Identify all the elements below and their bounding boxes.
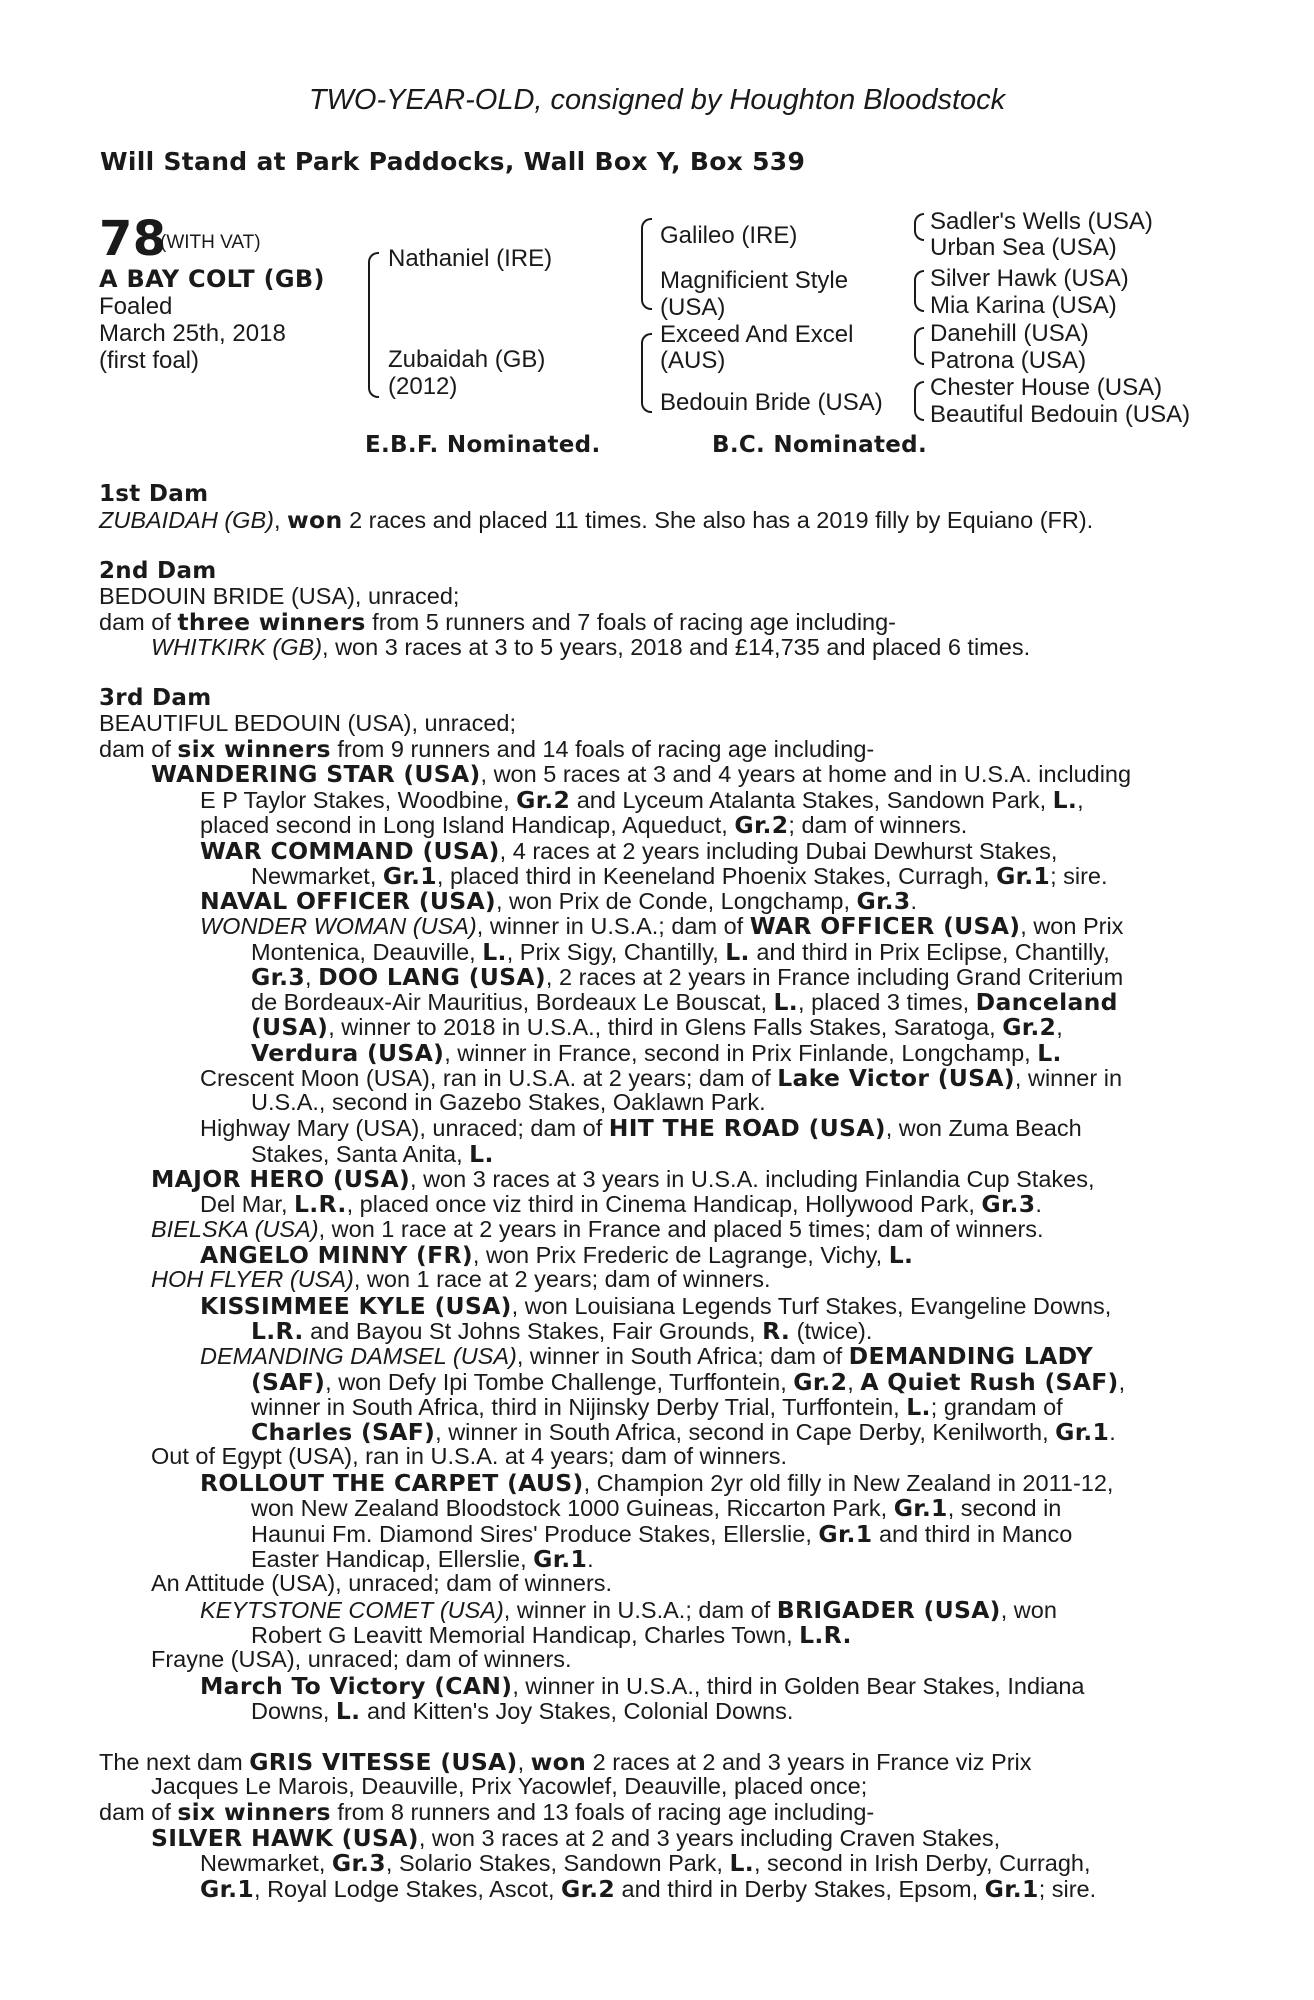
ancestor-2: Urban Sea (USA): [930, 234, 1117, 261]
produce-line: NAVAL OFFICER (USA), won Prix de Conde, Longchamp, Gr.3.: [200, 887, 918, 915]
next-dam-line-4: SILVER HAWK (USA), won 3 races at 2 and 3 years including Craven Stakes,: [151, 1824, 1001, 1852]
produce-line: MAJOR HERO (USA), won 3 races at 3 years in U.S.A. including Finlandia Cup Stakes,: [151, 1165, 1095, 1193]
produce-line: Newmarket, Gr.1, placed third in Keeneland Phoenix Stakes, Curragh, Gr.1; sire.: [251, 862, 1108, 890]
produce-line: BIELSKA (USA), won 1 race at 2 years in France and placed 5 times; dam of winners.: [151, 1216, 1044, 1242]
produce-line: won New Zealand Bloodstock 1000 Guineas, Riccarton Park, Gr.1, second in: [251, 1494, 1062, 1522]
ancestor-1: Sadler's Wells (USA): [930, 208, 1153, 235]
third-dam-line-2: dam of six winners from 9 runners and 14 foals of racing age including-: [99, 735, 875, 763]
produce-line: KISSIMMEE KYLE (USA), won Louisiana Legends Turf Stakes, Evangeline Downs,: [200, 1292, 1112, 1320]
next-dam-line-2: Jacques Le Marois, Deauville, Prix Yacowlef, Deauville, placed once;: [151, 1773, 868, 1799]
dam-sire-country: (AUS): [660, 347, 726, 374]
second-dam-line-3: WHITKIRK (GB), won 3 races at 3 to 5 years, 2018 and £14,735 and placed 6 times.: [151, 634, 1031, 660]
sire-sire: Galileo (IRE): [660, 222, 798, 249]
produce-line: Montenica, Deauville, L., Prix Sigy, Chantilly, L. and third in Prix Eclipse, Chantilly,: [251, 938, 1110, 966]
produce-line: winner in South Africa, third in Nijinsky Derby Trial, Turffontein, L.; grandam of: [251, 1393, 1063, 1421]
sire-line-brace-top: [641, 218, 652, 266]
produce-line: Stakes, Santa Anita, L.: [251, 1140, 494, 1168]
produce-line: Crescent Moon (USA), ran in U.S.A. at 2 years; dam of Lake Victor (USA), winner in: [200, 1064, 1123, 1092]
stabling-location: Will Stand at Park Paddocks, Wall Box Y, Box 539: [100, 147, 806, 176]
dam-sire: Exceed And Excel: [660, 321, 854, 348]
produce-line: Haunui Fm. Diamond Sires' Produce Stakes, Ellerslie, Gr.1 and third in Manco: [251, 1520, 1073, 1548]
dam-name: Zubaidah (GB): [388, 346, 546, 373]
first-dam-heading: 1st Dam: [99, 481, 209, 507]
second-dam-heading: 2nd Dam: [99, 558, 217, 584]
g-brace-6: [914, 339, 924, 365]
produce-line: L.R. and Bayou St Johns Stakes, Fair Grounds, R. (twice).: [251, 1317, 873, 1345]
produce-line: de Bordeaux-Air Mauritius, Bordeaux Le Bouscat, L., placed 3 times, Danceland: [251, 988, 1118, 1016]
produce-line: Charles (SAF), winner in South Africa, second in Cape Derby, Kenilworth, Gr.1.: [251, 1418, 1116, 1446]
produce-line: An Attitude (USA), unraced; dam of winners.: [151, 1570, 613, 1596]
g-brace-4: [914, 282, 924, 312]
next-dam-line-6: Gr.1, Royal Lodge Stakes, Ascot, Gr.2 and third in Derby Stakes, Epsom, Gr.1; sire.: [200, 1875, 1097, 1903]
produce-line: DEMANDING DAMSEL (USA), winner in South Africa; dam of DEMANDING LADY: [200, 1342, 1094, 1370]
sire-dam-country: (USA): [660, 294, 726, 321]
lot-name: A BAY COLT (GB): [99, 265, 325, 293]
bc-nominated: B.C. Nominated.: [712, 432, 927, 458]
page-subtitle: TWO-YEAR-OLD, consigned by Houghton Bloodstock: [308, 84, 1006, 116]
ebf-nominated: E.B.F. Nominated.: [365, 432, 601, 458]
vat-note: (WITH VAT): [160, 232, 261, 253]
dam-dam: Bedouin Bride (USA): [660, 389, 883, 416]
produce-line: HOH FLYER (USA), won 1 race at 2 years; dam of winners.: [151, 1266, 771, 1292]
produce-line: Robert G Leavitt Memorial Handicap, Charles Town, L.R.: [251, 1621, 852, 1649]
foal-note: (first foal): [99, 347, 200, 374]
dam-line-brace-bottom: [641, 377, 652, 413]
ancestor-4: Mia Karina (USA): [930, 292, 1117, 319]
produce-line: Downs, L. and Kitten's Joy Stakes, Colonial Downs.: [251, 1697, 794, 1725]
next-dam-line-3: dam of six winners from 8 runners and 13 foals of racing age including-: [99, 1798, 875, 1826]
produce-line: KEYTSTONE COMET (USA), winner in U.S.A.; dam of BRIGADER (USA), won: [200, 1596, 1057, 1624]
produce-line: WANDERING STAR (USA), won 5 races at 3 and 4 years at home and in U.S.A. including: [151, 760, 1132, 788]
produce-line: U.S.A., second in Gazebo Stakes, Oaklawn Park.: [251, 1089, 766, 1115]
sire-name: Nathaniel (IRE): [388, 245, 553, 272]
foaled-date: March 25th, 2018: [99, 320, 286, 347]
produce-line: Highway Mary (USA), unraced; dam of HIT THE ROAD (USA), won Zuma Beach: [200, 1114, 1082, 1142]
produce-line: WONDER WOMAN (USA), winner in U.S.A.; dam of WAR OFFICER (USA), won Prix: [200, 912, 1124, 940]
third-dam-line-1: BEAUTIFUL BEDOUIN (USA), unraced;: [99, 710, 517, 736]
second-dam-line-2: dam of three winners from 5 runners and 7 foals of racing age including-: [99, 608, 896, 636]
produce-line: (USA), winner to 2018 in U.S.A., third in Glens Falls Stakes, Saratoga, Gr.2,: [251, 1013, 1063, 1041]
next-dam-line-5: Newmarket, Gr.3, Solario Stakes, Sandown Park, L., second in Irish Derby, Curragh,: [200, 1849, 1091, 1877]
ancestor-8: Beautiful Bedouin (USA): [930, 401, 1191, 428]
g-brace-7: [914, 381, 924, 401]
produce-line: Gr.3, DOO LANG (USA), 2 races at 2 years in France including Grand Criterium: [251, 963, 1124, 991]
produce-line: March To Victory (CAN), winner in U.S.A., third in Golden Bear Stakes, Indiana: [200, 1672, 1085, 1700]
produce-line: ROLLOUT THE CARPET (AUS), Champion 2yr old filly in New Zealand in 2011-12,: [200, 1469, 1114, 1497]
foaled-label: Foaled: [99, 293, 173, 320]
produce-line: Verdura (USA), winner in France, second in Prix Finlande, Longchamp, L.: [251, 1039, 1062, 1067]
produce-line: placed second in Long Island Handicap, Aqueduct, Gr.2; dam of winners.: [200, 811, 968, 839]
ancestor-7: Chester House (USA): [930, 374, 1163, 401]
lot-number: 78: [99, 211, 167, 267]
g-brace-2: [914, 225, 924, 241]
produce-line: (SAF), won Defy Ipi Tombe Challenge, Turffontein, Gr.2, A Quiet Rush (SAF),: [251, 1368, 1126, 1396]
sire-line-brace-bottom: [641, 264, 652, 310]
second-dam-line-1: BEDOUIN BRIDE (USA), unraced;: [99, 583, 460, 609]
first-dam-line: ZUBAIDAH (GB), won 2 races and placed 11 times. She also has a 2019 filly by Equiano (FR).: [99, 506, 1094, 534]
sire-brace: [368, 252, 379, 334]
produce-line: Frayne (USA), unraced; dam of winners.: [151, 1646, 572, 1672]
ancestor-3: Silver Hawk (USA): [930, 265, 1129, 292]
dam-line-brace-top: [641, 333, 652, 379]
next-dam-line-1: The next dam GRIS VITESSE (USA), won 2 races at 2 and 3 years in France viz Prix: [99, 1748, 1032, 1776]
sire-dam: Magnificient Style: [660, 267, 849, 294]
dam-year: (2012): [388, 373, 458, 400]
third-dam-heading: 3rd Dam: [99, 685, 212, 711]
produce-line: E P Taylor Stakes, Woodbine, Gr.2 and Lyceum Atalanta Stakes, Sandown Park, L.,: [200, 786, 1084, 814]
produce-line: Easter Handicap, Ellerslie, Gr.1.: [251, 1545, 594, 1573]
ancestor-6: Patrona (USA): [930, 347, 1087, 374]
g-brace-8: [914, 399, 924, 421]
dam-brace: [368, 332, 379, 398]
produce-line: WAR COMMAND (USA), 4 races at 2 years including Dubai Dewhurst Stakes,: [200, 837, 1058, 865]
produce-line: ANGELO MINNY (FR), won Prix Frederic de Lagrange, Vichy, L.: [200, 1241, 914, 1269]
ancestor-5: Danehill (USA): [930, 320, 1089, 347]
produce-line: Del Mar, L.R., placed once viz third in Cinema Handicap, Hollywood Park, Gr.3.: [200, 1190, 1042, 1218]
produce-line: Out of Egypt (USA), ran in U.S.A. at 4 years; dam of winners.: [151, 1443, 788, 1469]
